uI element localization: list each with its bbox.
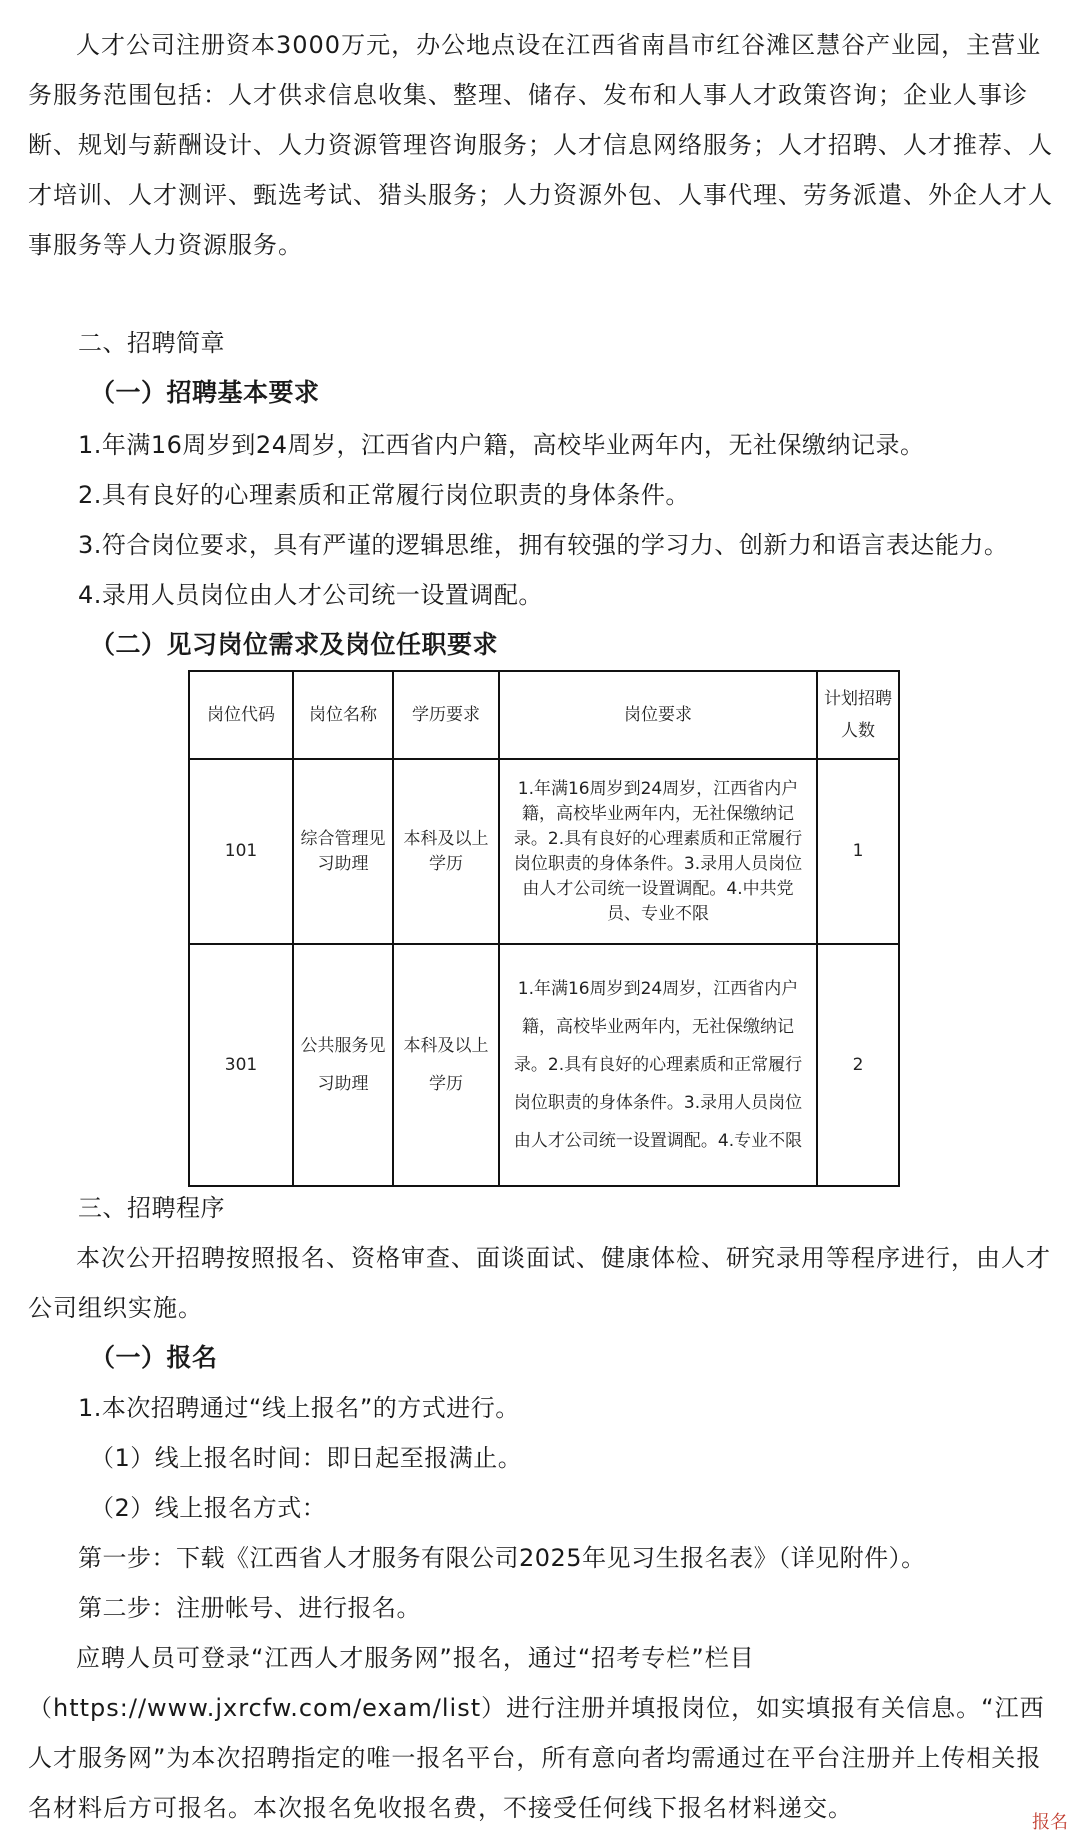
registration-details: 应聘人员可登录“江西人才服务网”报名，通过“招考专栏”栏目（https://www.jxrcfw.com/exam/list）进行注册并填报岗位，如实填报有关信息。“江西人才服务网”为本次招聘指定的唯一报名平台，所有意向者均需通过在平台注册并上传相关报名材料后方可报名。本次报名免收报名费，不接受任何线下报名材料递交。 xyxy=(28,1644,1045,1822)
requirement-item-4: 4.录用人员岗位由人才公司统一设置调配。 xyxy=(78,581,543,609)
basic-requirements-heading: （一）招聘基本要求 xyxy=(90,378,320,407)
registration-method: （2）线上报名方式： xyxy=(90,1494,327,1522)
step-two: 第二步：注册帐号、进行报名。 xyxy=(78,1594,421,1622)
procedure-paragraph: 本次公开招聘按照报名、资格审查、面谈面试、健康体检、研究录用等程序进行，由人才公司组织实施。 xyxy=(28,1244,1051,1322)
cell-requirements: 1.年满16周岁到24周岁，江西省内户籍，高校毕业两年内，无社保缴纳记录。2.具有良好的心理素质和正常履行岗位职责的身体条件。3.录用人员岗位由人才公司统一设置调配。4.中共党员、专业不限 xyxy=(499,759,817,944)
corner-register-label: 报名 xyxy=(1032,1812,1068,1833)
cell-count: 2 xyxy=(817,944,899,1186)
positions-heading: （二）见习岗位需求及岗位任职要求 xyxy=(90,630,499,659)
section-3-heading: 三、招聘程序 xyxy=(78,1194,225,1222)
cell-name: 公共服务见习助理 xyxy=(293,944,393,1186)
table-row xyxy=(189,759,899,944)
header-count: 计划招聘人数 xyxy=(817,671,899,759)
header-requirements: 岗位要求 xyxy=(499,671,817,759)
step-one: 第一步：下载《江西省人才服务有限公司2025年见习生报名表》（详见附件）。 xyxy=(78,1544,926,1572)
table-header-row xyxy=(189,671,899,759)
header-name: 岗位名称 xyxy=(293,671,393,759)
header-education: 学历要求 xyxy=(393,671,499,759)
requirement-item-2: 2.具有良好的心理素质和正常履行岗位职责的身体条件。 xyxy=(78,481,690,509)
positions-table xyxy=(188,670,900,1187)
header-code: 岗位代码 xyxy=(189,671,293,759)
intro-paragraph: 人才公司注册资本3000万元，办公地点设在江西省南昌市红谷滩区慧谷产业园，主营业务服务范围包括：人才供求信息收集、整理、储存、发布和人事人才政策咨询；企业人事诊断、规划与薪酬设计、人力资源管理咨询服务；人才信息网络服务；人才招聘、人才推荐、人才培训、人才测评、甄选考试、猎头服务；人力资源外包、人事代理、劳务派遣、外企人才人事服务等人力资源服务。 xyxy=(28,31,1053,259)
cell-requirements: 1.年满16周岁到24周岁，江西省内户籍，高校毕业两年内，无社保缴纳记录。2.具有良好的心理素质和正常履行岗位职责的身体条件。3.录用人员岗位由人才公司统一设置调配。4.专业不限 xyxy=(499,944,817,1186)
cell-code: 301 xyxy=(189,944,293,1186)
cell-code: 101 xyxy=(189,759,293,944)
table-row xyxy=(189,944,899,1186)
requirement-item-1: 1.年满16周岁到24周岁，江西省内户籍，高校毕业两年内，无社保缴纳记录。 xyxy=(78,431,925,459)
cell-name: 综合管理见习助理 xyxy=(293,759,393,944)
registration-intro: 1.本次招聘通过“线上报名”的方式进行。 xyxy=(78,1394,520,1422)
cell-count: 1 xyxy=(817,759,899,944)
registration-time: （1）线上报名时间：即日起至报满止。 xyxy=(90,1444,523,1472)
registration-heading: （一）报名 xyxy=(90,1343,218,1372)
cell-education: 本科及以上学历 xyxy=(393,759,499,944)
requirement-item-3: 3.符合岗位要求，具有严谨的逻辑思维，拥有较强的学习力、创新力和语言表达能力。 xyxy=(78,531,1009,559)
cell-education: 本科及以上学历 xyxy=(393,944,499,1186)
section-2-heading: 二、招聘简章 xyxy=(78,329,225,357)
